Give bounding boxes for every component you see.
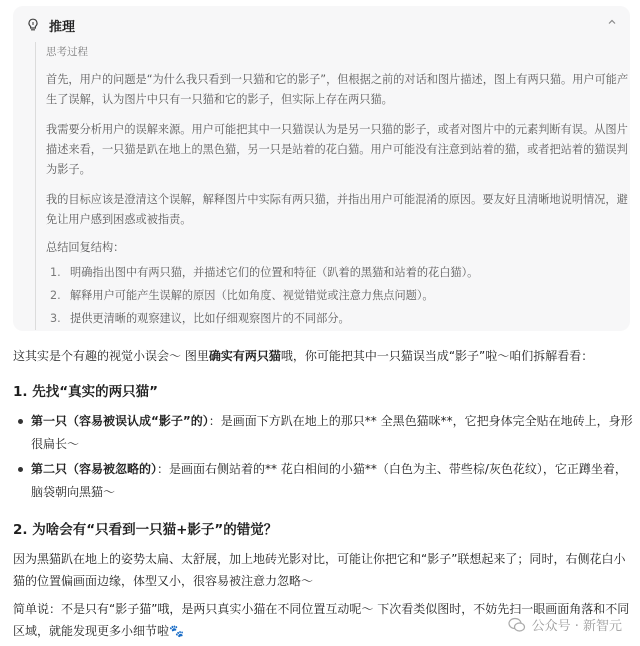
answer-paragraph: 因为黑猫趴在地上的姿势太扁、太舒展，加上地砖光影对比，可能让你把它和“影子”联想起来了；同时，右侧花白小猫的位置偏画面边缘，体型又小，很容易被注意力忽略～ xyxy=(13,552,626,588)
bullet-item: 第二只（容易被忽略的）：是画面右侧站着的** 花白相间的小猫**（白色为主、带些棕/灰色花纹），它正蹲坐着，脑袋朝向黑猫～ xyxy=(13,458,633,504)
reasoning-panel xyxy=(13,6,630,331)
watermark-text: 公众号 · 新智元 xyxy=(531,619,622,634)
list-item: 3. 提供更清晰的观察建议，比如仔细观察图片的不同部分。 xyxy=(50,312,350,325)
section-heading: 1. 先找“真实的两只猫” xyxy=(13,384,158,400)
summary-list xyxy=(46,261,632,330)
thinking-content xyxy=(35,42,632,330)
thinking-paragraph: 首先，用户的问题是“为什么我只看到一只猫和它的影子”，但根据之前的对话和图片描述，图上有两只猫。用户可能产生了误解，认为图片中只有一只猫和它的影子，但实际上存在两只猫。 xyxy=(46,73,629,106)
list-item: 2. 解释用户可能产生误解的原因（比如角度、视觉错觉或注意力焦点问题）。 xyxy=(50,289,434,302)
thinking-label: 思考过程 xyxy=(46,46,88,58)
summary-title: 总结回复结构： xyxy=(46,241,125,254)
bullet-item: 第一只（容易被误认成“影子”的）：是画面下方趴在地上的那只** 全黑色猫咪**，它把身体完全贴在地砖上，身形很扁长～ xyxy=(13,410,633,456)
watermark xyxy=(508,615,622,634)
chevron-up-icon[interactable] xyxy=(606,16,618,28)
list-item: 1. 明确指出图中有两只猫，并描述它们的位置和特征（趴着的黑猫和站着的花白猫）。 xyxy=(50,266,479,279)
answer-intro: 这其实是个有趣的视觉小误会～ 图里确实有两只猫哦，你可能把其中一只猫误当成“影子”啦～咱们拆解看看： xyxy=(13,349,594,363)
thinking-paragraph: 我需要分析用户的误解来源。用户可能把其中一只猫误认为是另一只猫的影子，或者对图片中的元素判断有误。从图片描述来看，一只猫是趴在地上的黑色猫，另一只是站着的花白猫。用户可能没有注意到站着的猫，或者把站着的猫误判为影子。 xyxy=(46,123,628,176)
section-heading: 2. 为啥会有“只看到一只猫+影子”的错觉？ xyxy=(13,522,278,538)
reasoning-header[interactable] xyxy=(25,14,75,36)
lightbulb-icon xyxy=(25,17,41,33)
reasoning-title: 推理 xyxy=(49,19,76,35)
answer-content xyxy=(13,346,633,642)
wechat-icon xyxy=(508,616,526,634)
thinking-paragraph: 我的目标应该是澄清这个误解，解释图片中实际有两只猫，并指出用户可能混淆的原因。要友好且清晰地说明情况，避免让用户感到困惑或被指责。 xyxy=(46,193,628,226)
answer-paragraph: 简单说：不是只有“影子猫”哦，是两只真实小猫在不同位置互动呢～ 下次看类似图时，不妨先扫一眼画面角落和不同区域，就能发现更多小细节啦🐾 xyxy=(13,602,630,638)
